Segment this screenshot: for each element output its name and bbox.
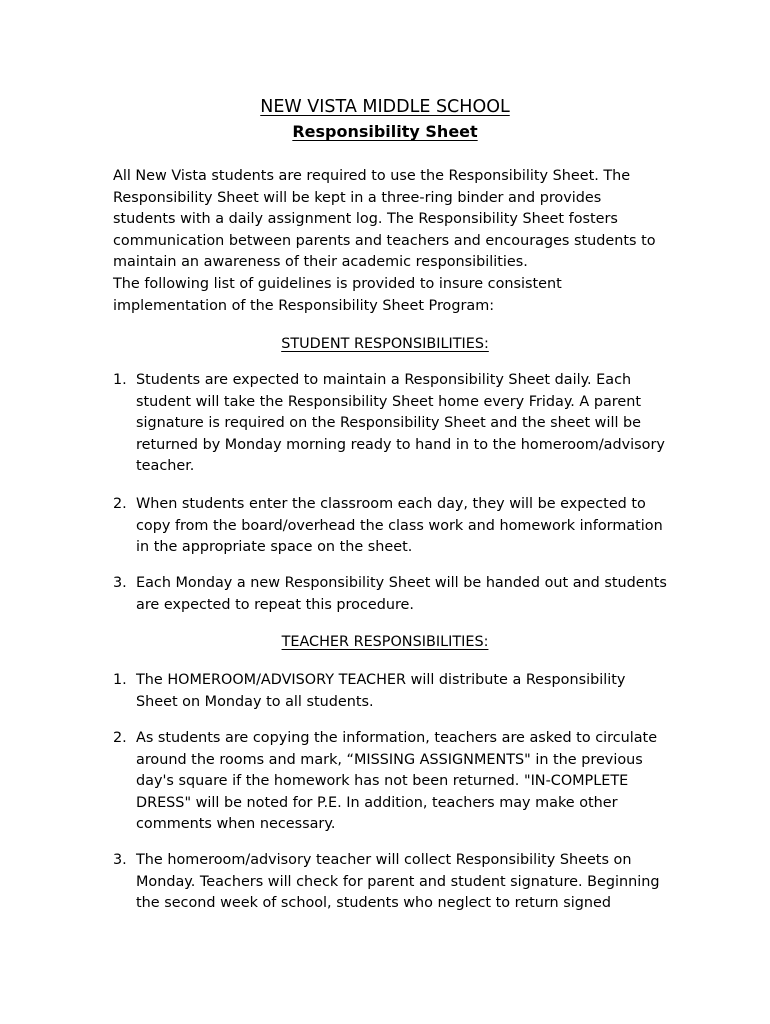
list-item-text [136, 573, 667, 616]
item-line: Each Monday a new Responsibility Sheet will be handed out and students [136, 575, 667, 591]
item-line: signature is required on the Responsibility Sheet and the sheet will be [136, 415, 641, 432]
intro-paragraph [113, 166, 658, 317]
sheet-title: Responsibility Sheet [292, 122, 478, 141]
list-item-text [136, 494, 663, 559]
item-line: Students are expected to maintain a Responsibility Sheet daily. Each [136, 372, 632, 388]
list-item-text [136, 370, 665, 478]
item-line: are expected to repeat this procedure. [136, 596, 414, 613]
teacher-responsibilities-heading: TEACHER RESPONSIBILITIES: [281, 634, 489, 650]
list-item-text [136, 728, 657, 836]
list-number: 3. [113, 575, 127, 591]
item-line: student will take the Responsibility Sheet home every Friday. A parent [136, 393, 642, 410]
list-number: 1. [113, 672, 127, 688]
intro-line: Responsibility Sheet will be kept in a three-ring binder and provides [113, 189, 602, 206]
item-line: in the appropriate space on the sheet. [136, 539, 413, 556]
list-item-text [136, 850, 659, 915]
item-line: DRESS" will be noted for P.E. In addition, teachers may make other [136, 794, 618, 811]
intro-line: All New Vista students are required to use the Responsibility Sheet. The [113, 168, 631, 184]
item-line: the second week of school, students who neglect to return signed [136, 895, 611, 912]
intro-line: maintain an awareness of their academic responsibilities. [113, 254, 528, 271]
item-line: teacher. [136, 458, 195, 475]
item-line: comments when necessary. [136, 816, 336, 833]
intro-line: The following list of guidelines is provided to insure consistent [113, 275, 562, 292]
item-line: The homeroom/advisory teacher will collect Responsibility Sheets on [136, 852, 632, 868]
list-number: 2. [113, 730, 127, 746]
list-number: 3. [113, 852, 127, 868]
item-line: Sheet on Monday to all students. [136, 693, 374, 710]
school-name: NEW VISTA MIDDLE SCHOOL [260, 97, 510, 117]
item-line: As students are copying the information, teachers are asked to circulate [136, 730, 658, 746]
intro-line: communication between parents and teachers and encourages students to [113, 232, 656, 249]
list-number: 2. [113, 496, 127, 512]
list-number: 1. [113, 372, 127, 388]
item-line: around the rooms and mark, “MISSING ASSIGNMENTS" in the previous [136, 751, 643, 768]
item-line: copy from the board/overhead the class work and homework information [136, 517, 663, 534]
student-responsibilities-heading: STUDENT RESPONSIBILITIES: [281, 336, 489, 352]
intro-line: implementation of the Responsibility Sheet Program: [113, 297, 495, 314]
item-line: Monday. Teachers will check for parent and student signature. Beginning [136, 873, 660, 890]
item-line: When students enter the classroom each day, they will be expected to [136, 496, 646, 512]
intro-line: students with a daily assignment log. The Responsibility Sheet fosters [113, 211, 618, 228]
item-line: day's square if the homework has not been returned. "IN-COMPLETE [136, 773, 629, 790]
list-item-text [136, 670, 625, 713]
item-line: The HOMEROOM/ADVISORY TEACHER will distribute a Responsibility [136, 672, 626, 688]
item-line: returned by Monday morning ready to hand in to the homeroom/advisory [136, 436, 665, 453]
